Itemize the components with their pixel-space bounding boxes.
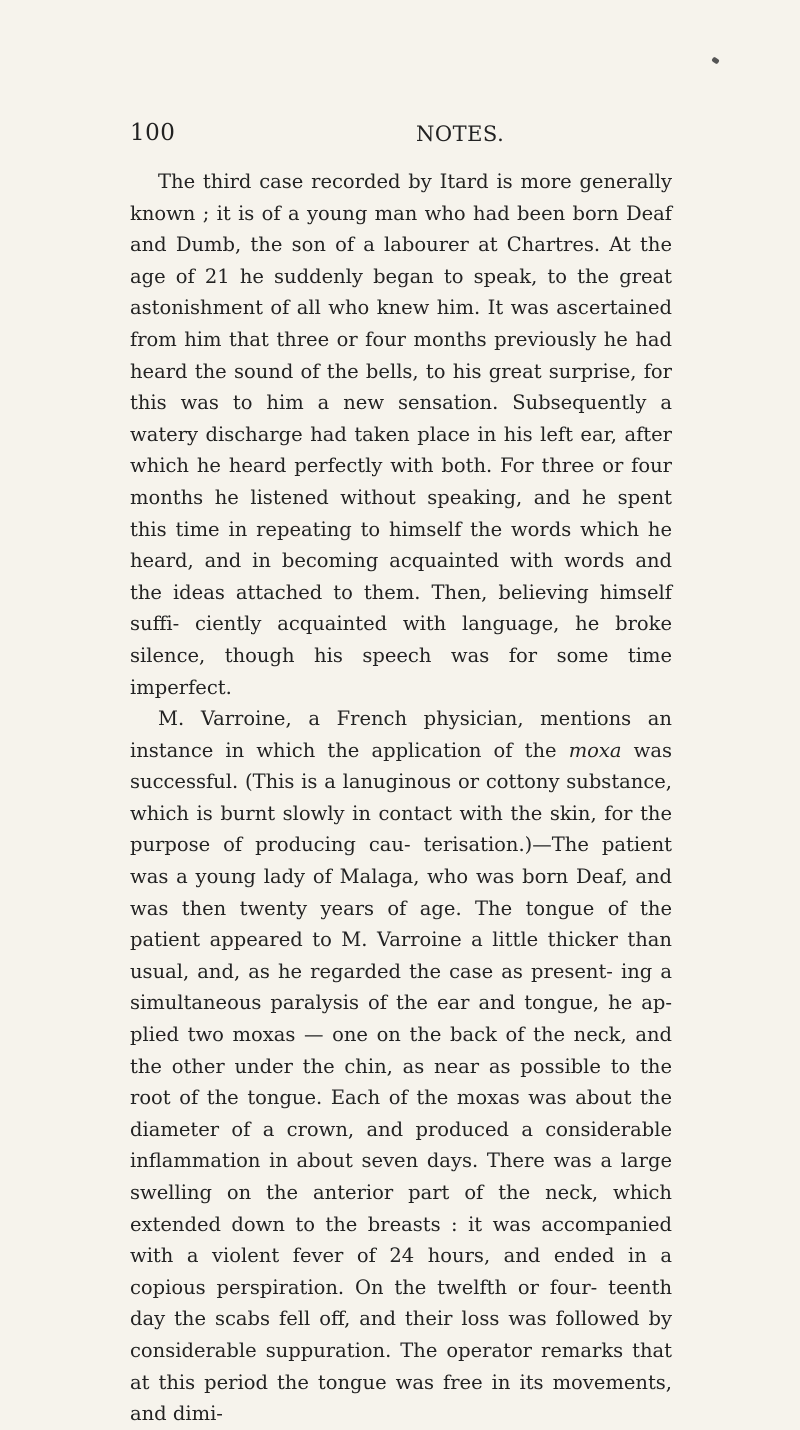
page-header (130, 120, 690, 154)
page-number: 100 (130, 120, 176, 146)
running-head: NOTES. (416, 122, 505, 146)
body-text (130, 166, 672, 1430)
italic-term: moxa (568, 738, 622, 762)
ink-mark (711, 56, 720, 64)
paragraph: The third case recorded by Itard is more generally known ; it is of a young man who had been born Deaf and Dumb, the son of a labourer at Chartres. At the age of 21 he suddenly began to speak, to the great astonishment of all who knew him. It was ascertained from him that three or four months previously he had heard the sound of the bells, to his great surprise, for this was to him a new sensation. Subsequently a watery discharge had taken place in his left ear, after which he heard perfectly with both. For three or four months he listened without speaking, and he spent this time in repeating to himself the words which he heard, and in becoming acquainted with words and the ideas attached to them. Then, believing himself suffi- ciently acquainted with language, he broke silence, though his speech was for some time imperfect. (130, 170, 672, 699)
paragraph-text: was successful. (This is a lanuginous or cottony substance, which is burnt slowly in contact with the skin, for the purpose of producing cau- terisation.)—The patient was a young lady of Malaga, who was born Deaf, and was then twenty years of age. The tongue of the patient appeared to M. Varroine a little thicker than usual, and, as he regarded the case as present- ing a simultaneous paralysis of the ear and tongue, he ap- plied two moxas — one on the back of the neck, and the other under the chin, as near as possible to the root of the tongue. Each of the moxas was about the diameter of a crown, and produced a considerable inflammation in about seven days. There was a large swelling on the anterior part of the neck, which extended down to the breasts : it was accompanied with a violent fever of 24 hours, and ended in a copious perspiration. On the twelfth or four- teenth day the scabs fell off, and their loss was followed by considerable suppuration. The operator remarks that at this period the tongue was free in its movements, and dimi- (130, 738, 672, 1426)
paragraph (130, 703, 672, 1430)
paragraph-text: M. Varroine, a French physician, mentions an instance in which the application of the (130, 707, 672, 762)
